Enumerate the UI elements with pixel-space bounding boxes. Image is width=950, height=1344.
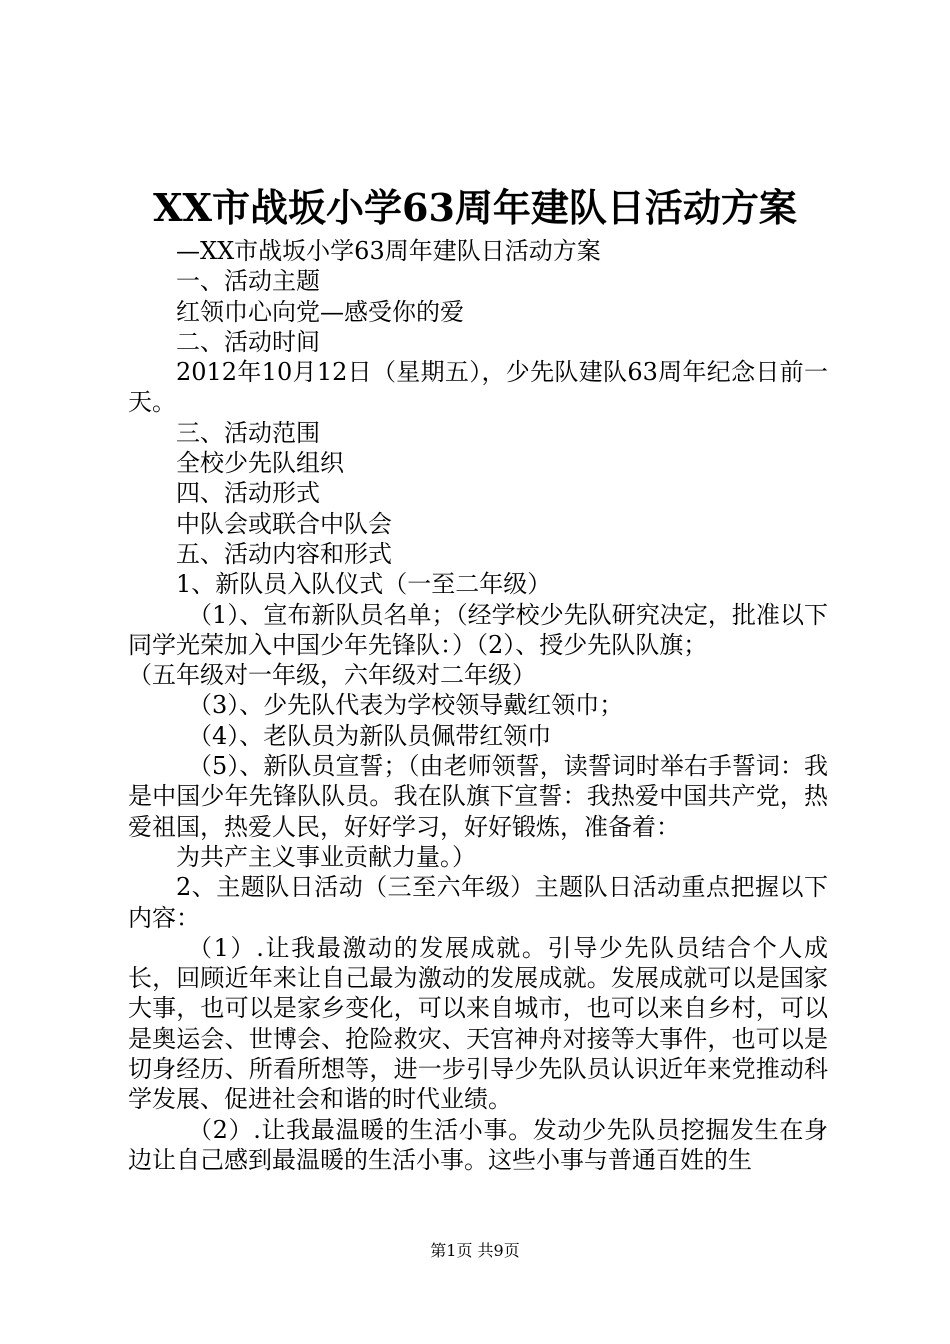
paragraph-time: 2012年10月12日（星期五），少先队建队63周年纪念日前一天。 [128,358,828,417]
paragraph-item-2: 2、主题队日活动（三至六年级）主题队日活动重点把握以下内容： [128,873,828,932]
paragraph-oath-end: 为共产主义事业贡献力量。） [176,842,476,871]
section-heading-time: 二、活动时间 [176,327,320,356]
paragraph-item-1-step-4: （4）、老队员为新队员佩带红领巾 [188,721,552,750]
page-footer: 第1页 共9页 [430,1241,520,1260]
subtitle-line: —XX市战坂小学63周年建队日活动方案 [176,237,601,265]
paragraph-scope: 全校少先队组织 [176,449,344,478]
paragraph-form: 中队会或联合中队会 [176,509,392,538]
section-heading-content: 五、活动内容和形式 [176,539,392,568]
section-heading-theme: 一、活动主题 [176,267,320,296]
paragraph-item-2-point-1: （1）.让我最激动的发展成就。引导少先队员结合个人成长，回顾近年来让自己最为激动的发展成就。发展成就可以是国家大事，也可以是家乡变化，可以来自城市，也可以来自乡村，可以是奥运会、世博会、抢险救灾、天宫神舟对接等大事件，也可以是切身经历、所看所想等，进一步引导少先队员认识近年来党推动科学发展、促进社会和谐的时代业绩。 [128,933,828,1114]
paragraph-item-2-point-2: （2）.让我最温暖的生活小事。发动少先队员挖掘发生在身边让自己感到最温暖的生活小事。这些小事与普通百姓的生 [128,1115,828,1174]
paragraph-theme: 红领巾心向党—感受你的爱 [176,297,464,326]
paragraph-item-1-steps: （1）、宣布新队员名单；（经学校少先队研究决定，批准以下同学光荣加入中国少年先锋队：）（2）、授少先队队旗； [128,600,828,659]
section-heading-scope: 三、活动范围 [176,418,320,447]
document-title: XX市战坂小学63周年建队日活动方案 [153,185,797,230]
section-heading-form: 四、活动形式 [176,479,320,508]
paragraph-item-1-step-3: （3）、少先队代表为学校领导戴红领巾； [188,691,624,720]
paragraph-item-1-note: （五年级对一年级，六年级对二年级） [128,661,536,690]
document-body [128,236,828,1175]
paragraph-item-1-step-5: （5）、新队员宣誓；（由老师领誓，读誓词时举右手誓词：我是中国少年先锋队队员。我在队旗下宣誓：我热爱中国共产党，热爱祖国，热爱人民，好好学习，好好锻炼，准备着： [128,752,828,841]
paragraph-item-1: 1、新队员入队仪式（一至二年级） [176,570,552,599]
